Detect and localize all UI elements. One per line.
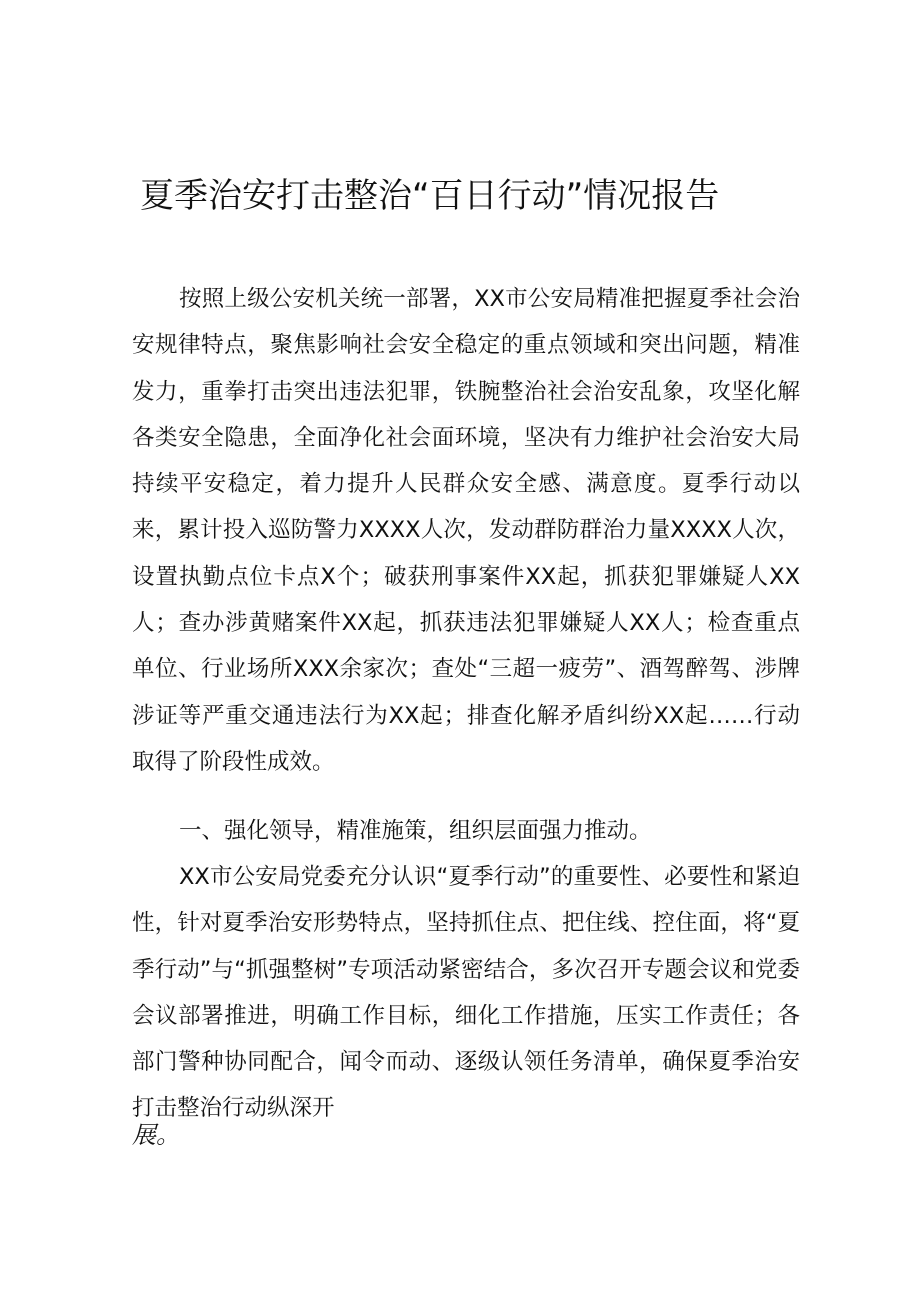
paragraph-tail: 展。 — [132, 1121, 180, 1149]
section-heading-1: 一、强化领导，精准施策，组织层面强力推动。 — [179, 818, 652, 844]
paragraph-intro: 按照上级公安机关统一部署，XX市公安局精准把握夏季社会治安规律特点，聚焦影响社会安全稳定的重点领域和突出问题，精准发力，重拳打击突出违法犯罪，铁腕整治社会治安乱象，攻坚化解各类安全隐患，全面净化社会面环境，坚决有力维护社会治安大局持续平安稳定，着力提升人民群众安全感、满意度。夏季行动以来，累计投入巡防警力XXXX人次，发动群防群治力量XXXX人次，设置执勤点位卡点X个；破获刑事案件XX起，抓获犯罪嫌疑人XX人；查办涉黄赌案件XX起，抓获违法犯罪嫌疑人XX人；检查重点单位、行业场所XXX余家次；查处“三超一疲劳”、酒驾醉驾、涉牌涉证等严重交通违法行为XX起；排查化解矛盾纠纷XX起……行动取得了阶段性成效。 — [132, 286, 800, 775]
document-title: 夏季治安打击整治“百日行动”情况报告 — [140, 176, 720, 216]
paragraph-section-1: XX市公安局党委充分认识“夏季行动”的重要性、必要性和紧迫性，针对夏季治安形势特点，坚持抓住点、把住线、控住面，将“夏季行动”与“抓强整树”专项活动紧密结合，多次召开专题会议和党委会议部署推进，明确工作目标，细化工作措施，压实工作责任；各部门警种协同配合，闻令而动、逐级认领任务清单，确保夏季治安打击整治行动纵深开 — [132, 864, 800, 1122]
